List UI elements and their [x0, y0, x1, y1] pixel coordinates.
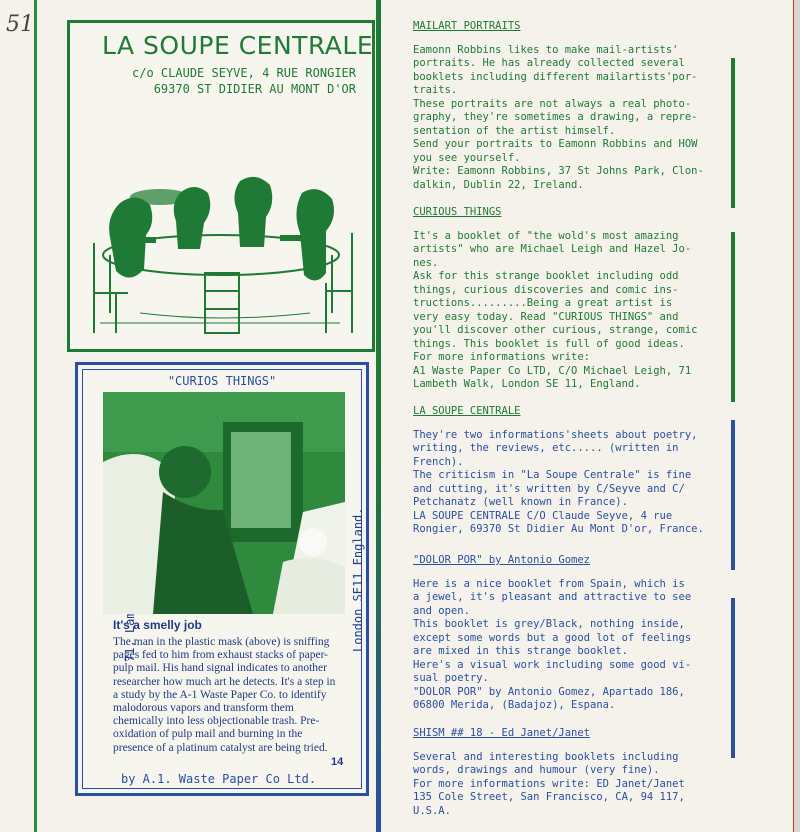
caption-text: The man in the plastic mask (above) is sniffing pages fed to him from exhaust stacks of paper-pulp mail. His hand signal indicates to another researcher how much art he detects. It's a step in a study by the A-1 Waste Paper Co. to identify malodorous vapors and transform them chemically into less objectionable trash. Pre-oxidation of pulp mail and burning in the presence of a platinum catalyst are being tried.	[113, 636, 336, 754]
soupe-centrale-box	[67, 20, 375, 352]
section-heading: SHISM ## 18 - Ed Janet/Janet	[413, 727, 591, 739]
binding-spine	[376, 0, 381, 832]
section-heading: "DOLOR POR" by Antonio Gomez	[413, 554, 591, 566]
section-body: They're two informations'sheets about poetry, writing, the reviews, etc..... (written in French). The criticism in "La Soupe Centrale" is fine and cutting, it's written by C/Seyve and C/ Petchanatz (well known in France). LA SOUPE CENTRALE C/O Claude Seyve, 4 rue Rongier, 69370 St Didier Au Mont D'or, France.	[413, 428, 704, 535]
caption-title: It's a smelly job	[113, 618, 202, 632]
section-body: It's a booklet of "the wold's most amazing artists" who are Michael Leigh and Hazel Jo- nes. Ask for this strange booklet including odd things, curious discoveries and comic ins- tructions.........Being a great artist is very easy today. Read "CURIOUS THINGS" and you'll discover other curious, strange, comic things. This booklet is full of good ideas. For more informations write: A1 Waste Paper Co LTD, C/O Michael Leigh, 71 Lambeth Walk, London SE 11, England.	[413, 229, 698, 390]
section-body: Several and interesting booklets including words, drawings and humour (very fine). For more informations write: ED Janet/Janet 135 Cole Street, San Francisco, CA, 94 117, U.S.A.	[413, 750, 685, 817]
review-section	[413, 554, 691, 713]
section-heading: LA SOUPE CENTRALE	[413, 405, 521, 417]
curios-credit: by A.1. Waste Paper Co Ltd.	[121, 772, 317, 786]
right-page-edge	[793, 0, 800, 832]
review-section	[413, 206, 697, 392]
review-section	[413, 20, 704, 192]
caption-number: 14	[331, 756, 344, 768]
curios-side-text-right: London SE11 England.	[351, 507, 365, 652]
page-number: 51	[6, 12, 34, 37]
section-body: Here is a nice booklet from Spain, which is a jewel, it's pleasant and attractive to see and open. This booklet is grey/Black, nothing inside, except some words but a good lot of feelings are mixed in this strange booklet. Here's a visual work including some good vi- sual poetry. "DOLOR POR" by Antonio Gomez, Apartado 186, 06800 Merida, (Badajoz), Espana.	[413, 577, 692, 711]
curios-things-box	[75, 362, 369, 796]
curios-title: "CURIOS THINGS"	[167, 374, 277, 388]
right-margin-rule	[731, 598, 735, 758]
left-margin-rule	[34, 0, 37, 832]
soupe-title: LA SOUPE CENTRALE	[102, 31, 374, 60]
review-section	[413, 727, 685, 818]
right-margin-rule	[731, 232, 735, 402]
smelly-job-photo	[103, 392, 345, 614]
review-section	[413, 405, 704, 537]
right-margin-rule	[731, 420, 735, 570]
curios-inner-frame	[82, 369, 365, 789]
right-margin-rule	[731, 58, 735, 208]
section-heading: CURIOUS THINGS	[413, 206, 502, 218]
soupe-address: c/o CLAUDE SEYVE, 4 RUE RONGIER 69370 ST DIDIER AU MONT D'OR	[132, 66, 356, 96]
section-heading: MAILART PORTRAITS	[413, 20, 521, 32]
dining-animals-illustration	[80, 173, 362, 343]
section-body: Eamonn Robbins likes to make mail-artists' portraits. He has already collected several booklets including different mailartists'por- traits. These portraits are not always a real photo- graphy, they're sometimes a drawing, a repre- sentation of the artist himself. Send your portraits to Eamonn Robbins and HOW you see yourself. Write: Eamonn Robbins, 37 St Johns Park, Clon- dalkin, Dublin 22, Ireland.	[413, 43, 704, 191]
